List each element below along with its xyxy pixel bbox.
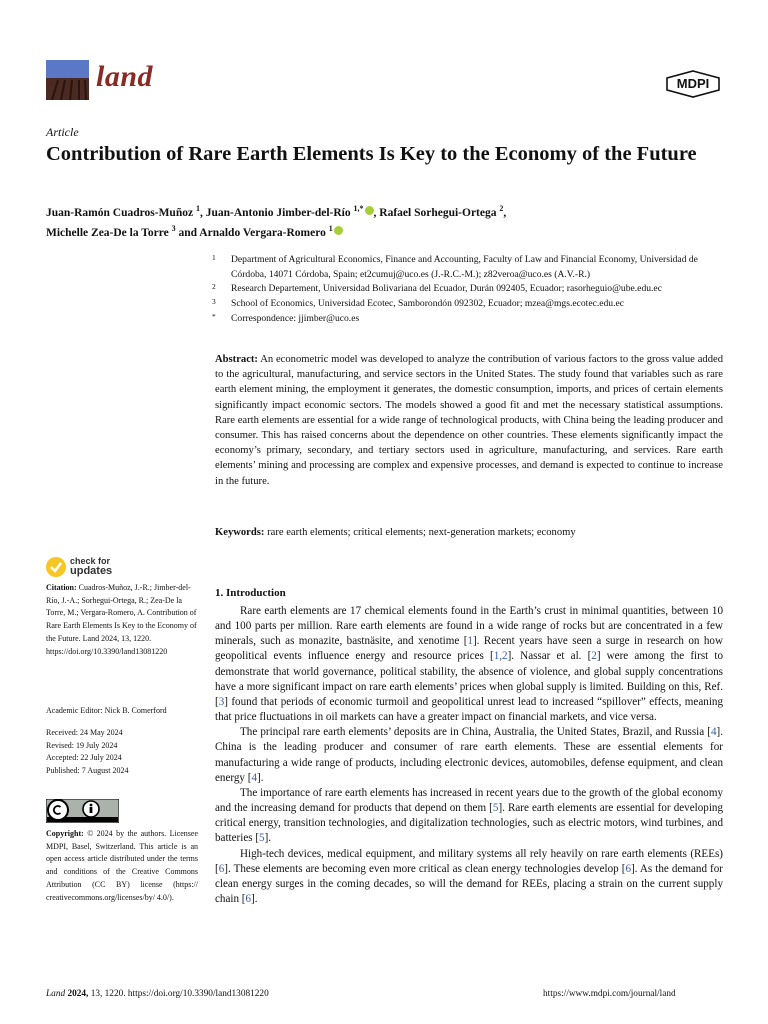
article-title: Contribution of Rare Earth Elements Is Key to the Economy of the Future — [46, 143, 697, 165]
check-updates-line1: check for — [70, 556, 111, 566]
author-separator: and — [178, 226, 198, 239]
cc-by-license-icon[interactable] — [46, 799, 119, 823]
author-name: Rafael Sorhegui-Ortega — [379, 206, 497, 219]
body-paragraph — [215, 725, 723, 786]
author-affil-mark: 1,* — [353, 204, 364, 213]
paragraph-text: ]. — [251, 892, 258, 905]
footer-doi: 13, 1220. https://doi.org/10.3390/land13081220 — [88, 989, 269, 999]
affiliation-item — [212, 253, 732, 282]
affiliation-text: Research Departement, Universidad Bolivariana del Ecuador, Durán 092405, Ecuador; rasorheguio@ube.edu.ec — [231, 283, 662, 295]
footer-year: 2024, — [67, 989, 89, 999]
author-name: Juan-Antonio Jimber-del-Río — [205, 206, 351, 219]
paragraph-text: ]. — [257, 771, 264, 784]
paragraph-text: High-tech devices, medical equipment, and military systems all rely heavily on rare earth elements (REEs) [ — [215, 847, 723, 875]
reference-link[interactable]: 4 — [710, 726, 717, 739]
affiliation-mark: 2 — [212, 282, 216, 292]
orcid-icon[interactable] — [365, 206, 374, 215]
author-list: Juan-Ramón Cuadros-Muñoz $^1$, Juan-Antonio Jimber-del-Río $^{1,*}$ , Rafael Sorhegui-Ortega $^2$, Michelle Zea-De la Torre $^3$ and Arnaldo Vergara-Romero $^1$ — [46, 204, 507, 239]
author-affil-mark: 1 — [195, 204, 200, 213]
paragraph-text: ] found that periods of economic turmoil and geopolitical unrest lead to increased “spillover” effects, meaning that price fluctuations in oil markets can have a greater impact on financial markets, and vice versa. — [215, 695, 723, 724]
citation-block — [46, 582, 198, 658]
date-published: Published: 7 August 2024 — [46, 766, 129, 776]
footer-journal: Land — [46, 989, 66, 999]
paragraph-text: ]. China is the leading producer and consumer of rare earth elements. These are essential elements for manufacturing a wide range of products, including electronic devices, automobiles, defense equipment, and clean energy [ — [215, 726, 723, 784]
copyright-block — [46, 828, 198, 904]
keywords-label: Keywords: — [215, 527, 265, 538]
paragraph-text: ] were among the first to demonstrate that world governance, political stability, the absence of violence, and global supply concentrations have a more significant impact on rare earth elements’ prices when global supply is limited. Building on this, Ref. [ — [215, 650, 723, 708]
journal-name: land — [96, 60, 154, 93]
section-heading: 1. Introduction — [215, 587, 286, 599]
date-accepted: Accepted: 22 July 2024 — [46, 753, 122, 763]
affiliation-mark: * — [212, 311, 216, 321]
affiliation-text: School of Economics, Universidad Ecotec, Samborondón 092302, Ecuador; mzea@mgs.ecotec.edu.ec — [231, 298, 625, 310]
orcid-icon[interactable] — [334, 226, 343, 235]
paragraph-text: ]. Rare earth elements are essential for developing critical energy, transition technologies, and digitalization technologies, such as electric motors, wind turbines, and batteries [ — [215, 802, 723, 845]
author-affil-mark: 1 — [328, 223, 333, 233]
date-received: Received: 24 May 2024 — [46, 728, 123, 737]
paragraph-text: The principal rare earth elements’ deposits are in China, Australia, the United States, Brazil, and Russia [ — [240, 726, 711, 739]
paragraph-text: ]. — [264, 832, 272, 845]
author-name: Michelle Zea-De la Torre — [46, 226, 169, 239]
reference-link[interactable]: 6 — [625, 862, 631, 875]
body-paragraph — [215, 847, 723, 908]
keywords-text: rare earth elements; critical elements; next-generation markets; economy — [267, 527, 576, 538]
article-type: Article — [46, 125, 79, 139]
journal-logo-icon — [46, 60, 89, 100]
affiliation-mark: 3 — [212, 297, 216, 307]
check-updates-label — [70, 556, 112, 576]
mdpi-logo — [665, 70, 721, 98]
reference-link[interactable]: 5 — [259, 832, 265, 845]
citation-label: Citation: — [46, 583, 77, 592]
affiliation-item — [212, 312, 732, 327]
paragraph-text: ]. Nassar et al. [ — [507, 650, 592, 663]
copyright-text: © 2024 by the authors. Licensee MDPI, Basel, Switzerland. This article is an open access article distributed under the terms and conditions of the Creative Commons Attribution (CC BY) license (https:// creativecommons.org/licenses/by/ 4.0/). — [46, 829, 199, 902]
reference-link[interactable]: 6 — [245, 892, 252, 905]
affiliation-text: Department of Agricultural Economics, Finance and Accounting, Faculty of Law and Financial Economy, Universidad de Córdoba, 14071 Córdoba, Spain; et2cumuj@uco.es (J.-R.C.-M.); z82veroa@uco.es (A.V.-R.) — [231, 254, 698, 280]
paragraph-text: Rare earth elements are 17 chemical elements found in the Earth’s crust in minimal quantities, between 10 and 100 parts per million. Rare earth elements are found in a wide range of rocks but are concentrated in a few minerals, such as monazite, bastnäsite, and xenotime [ — [215, 605, 723, 648]
footer-url[interactable]: https://www.mdpi.com/journal/land — [543, 989, 676, 999]
check-updates-line2: updates — [70, 565, 113, 577]
author-name: Juan-Ramón Cuadros-Muñoz — [46, 206, 194, 219]
body-text — [215, 604, 723, 907]
body-paragraph — [215, 604, 723, 725]
reference-link[interactable]: 3 — [218, 695, 225, 708]
paragraph-text: ]. As the demand for clean energy surges in the coming decades, so will the demand for REEs, placing a strain on the current supply chain [ — [215, 862, 723, 905]
check-updates-icon — [46, 557, 66, 577]
reference-link[interactable]: 2 — [591, 650, 597, 663]
affiliation-item — [212, 282, 732, 297]
paragraph-text: ]. These elements are becoming even more critical as clean energy technologies develop [ — [224, 862, 626, 875]
copyright-label: Copyright: — [46, 829, 84, 838]
reference-link[interactable]: 4 — [251, 771, 257, 784]
author-affil-mark: 2 — [499, 204, 504, 213]
paragraph-text: The importance of rare earth elements has increased in recent years due to the growth of the global economy and the increasing demand for products that depend on them [ — [215, 786, 723, 815]
abstract-label: Abstract: — [215, 354, 258, 365]
footer-citation — [46, 989, 269, 999]
date-revised: Revised: 19 July 2024 — [46, 740, 118, 750]
reference-link[interactable]: 6 — [218, 862, 225, 875]
publication-dates — [46, 727, 198, 778]
publisher-name: MDPI — [676, 76, 710, 91]
affiliations — [212, 253, 732, 327]
affiliation-text: Correspondence: jjimber@uco.es — [231, 312, 360, 324]
author-name: Arnaldo Vergara-Romero — [199, 226, 326, 239]
paragraph-text: ]. Recent years have seen a surge in research on how geopolitical events influence energy and resource prices [ — [215, 635, 723, 663]
reference-link[interactable]: 5 — [492, 802, 499, 815]
citation-text: Cuadros-Muñoz, J.-R.; Jimber-del-Río, J.-A.; Sorhegui-Ortega, R.; Zea-De la Torre, M.; Vergara-Romero, A. Contribution of Rare Earth Elements Is Key to the Economy of the Future. Land 2024, 13, 1220. https://doi.org/10.3390/land13081220 — [46, 583, 197, 656]
abstract-text: An econometric model was developed to analyze the contribution of various factors to the gross value added to the agricultural, manufacturing, and service sectors in the United States. The study found that variables such as rare earth element mining, the employment it generates, the domestic consumption, imports, and prices of certain elements significantly impact economic sectors. The models showed a good fit and met the necessary statistical assumptions. Rare earth elements are essential for a wide range of technological products, with China being the leading producer and consumer. This has raised concerns about the dependence on other countries. These elements significantly impact the economy’s primary, secondary, and tertiary sectors used in agriculture, manufacturing, and services. Rare earth elements’ mining and processing are complex and expensive processes, and demand is expected to continue to increase in the future. — [215, 354, 723, 487]
reference-link[interactable]: 1,2 — [493, 650, 508, 663]
affiliation-mark: 1 — [212, 253, 216, 262]
academic-editor: Academic Editor: Nick B. Comerford — [46, 706, 167, 715]
author-affil-mark: 3 — [171, 223, 176, 233]
keywords — [215, 527, 723, 538]
body-paragraph — [215, 786, 723, 847]
affiliation-item — [212, 297, 732, 312]
abstract — [215, 352, 723, 489]
reference-link[interactable]: 1 — [467, 635, 473, 648]
check-for-updates-button[interactable] — [46, 555, 136, 579]
